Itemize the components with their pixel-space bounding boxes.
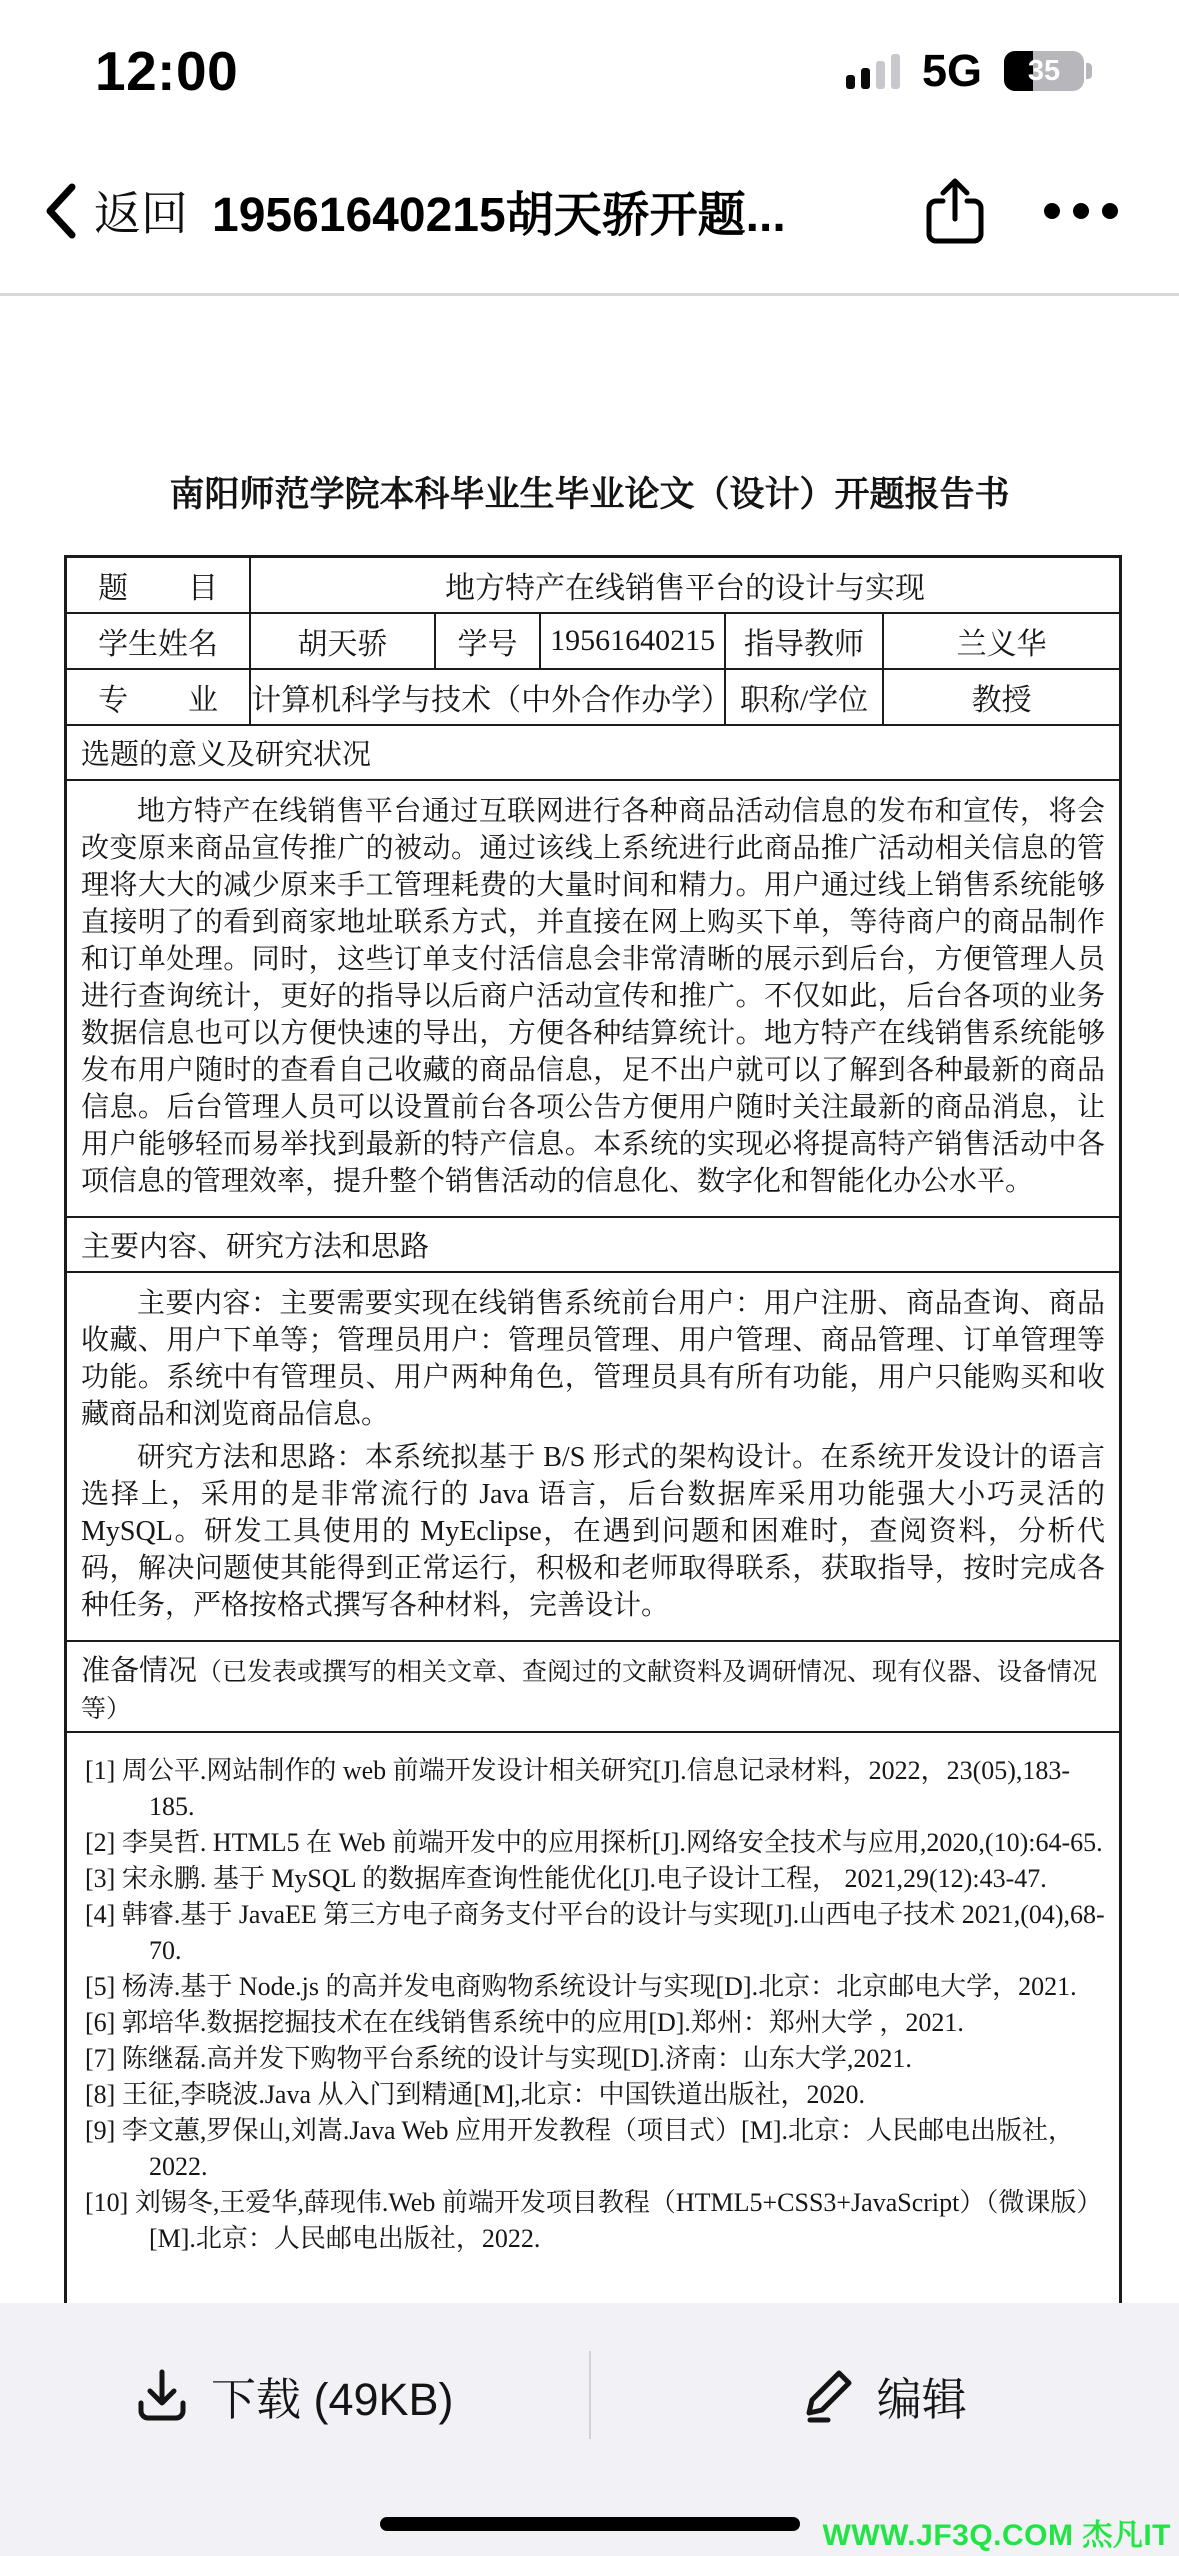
table-row-references [66,1732,1121,2307]
status-bar [0,0,1179,128]
reference-item: [7] 陈继磊.高并发下购物平台系统的设计与实现[D].济南：山东大学,2021. [85,2043,912,2073]
reference-item: [8] 王征,李晓波.Java 从入门到精通[M],北京：中国铁道出版社，2020. [85,2079,865,2109]
battery-icon [1004,51,1084,91]
reference-item: [4] 韩睿.基于 JavaEE 第三方电子商务支付平台的设计与实现[J].山西电子技术 2021,(04),68-70. [85,1899,1105,1965]
reference-item: [3] 宋永鹏. 基于 MySQL 的数据库查询性能优化[J].电子设计工程， 2021,29(12):43-47. [85,1863,1047,1893]
student-name-label: 学生姓名 [66,613,251,669]
references-list [66,1732,1121,2307]
title-degree-label: 职称/学位 [725,669,883,725]
table-row-section1-body [66,780,1121,1217]
student-id-label: 学号 [435,613,541,669]
share-button[interactable] [924,174,986,248]
back-button-label: 返回 [94,187,188,240]
reference-item: [9] 李文蕙,罗保山,刘嵩.Java Web 应用开发教程（项目式）[M].北京：人民邮电出版社，2022. [85,2115,1074,2181]
section3-heading [66,1641,1121,1732]
nav-document-title: 19561640215胡天骄开题... [212,189,786,242]
edit-button-label: 编辑 [876,2373,967,2425]
proposal-table [64,555,1122,2308]
nav-actions [924,174,1120,248]
table-row-section1-heading [66,725,1121,780]
section2-heading: 主要内容、研究方法和思路 [66,1217,1121,1272]
edit-pencil-icon [803,2367,855,2423]
document-heading: 南阳师范学院本科毕业生毕业论文（设计）开题报告书 [169,475,1010,514]
reference-item: [2] 李昊哲. HTML5 在 Web 前端开发中的应用探析[J].网络安全技术与应用,2020,(10):64-65. [85,1827,1103,1857]
battery-percentage: 35 [1027,54,1061,87]
table-row-major [66,669,1121,725]
cellular-signal-icon [846,53,900,89]
topic-label: 题 目 [66,557,251,613]
section1-heading: 选题的意义及研究状况 [66,725,1121,780]
major-label: 专 业 [66,669,251,725]
title-degree-value: 教授 [883,669,1120,725]
student-id-value: 19561640215 [540,613,725,669]
nav-bar [0,128,1179,296]
section2-body [66,1272,1121,1641]
major-value: 计算机科学与技术（中外合作办学） [250,669,725,725]
ellipsis-icon [1042,201,1120,221]
topic-value: 地方特产在线销售平台的设计与实现 [250,557,1120,613]
network-type-label: 5G [921,45,982,96]
section2-paragraph-1: 主要内容：主要需要实现在线销售系统前台用户：用户注册、商品查询、商品收藏、用户下单等；管理员用户：管理员管理、用户管理、商品管理、订单管理等功能。系统中有管理员、用户两种角色，管理员具有所有功能，用户只能购买和收藏商品和浏览商品信息。 [81,1287,1105,1430]
more-button[interactable] [1042,201,1120,221]
table-row-topic [66,557,1121,613]
back-button[interactable] [42,177,188,244]
download-icon [135,2367,189,2423]
share-icon [924,174,986,248]
advisor-label: 指导教师 [725,613,883,669]
student-name-value: 胡天骄 [250,613,435,669]
reference-item: [1] 周公平.网站制作的 web 前端开发设计相关研究[J].信息记录材料，2022，23(05),183-185. [85,1755,1071,1821]
section2-paragraph-2: 研究方法和思路：本系统拟基于 B/S 形式的架构设计。在系统开发设计的语言选择上，采用的是非常流行的 Java 语言，后台数据库采用功能强大小巧灵活的 MySQL。研发工具使用的 MyEclipse，在遇到问题和困难时，查阅资料，分析代码，解决问题使其能得到正常运行，积极和老师取得联系，获取指导，按时完成各种任务，严格按格式撰写各种材料，完善设计。 [81,1441,1105,1621]
section3-heading-note: （已发表或撰写的相关文章、查阅过的文献资料及调研情况、现有仪器、设备情况等） [81,1658,1098,1723]
download-button-label: 下载 (49KB) [210,2373,454,2425]
section1-paragraph: 地方特产在线销售平台通过互联网进行各种商品活动信息的发布和宣传，将会改变原来商品宣传推广的被动。通过该线上系统进行此商品推广活动相关信息的管理将大大的减少原来手工管理耗费的大量时间和精力。用户通过线上销售系统能够直接明了的看到商家地址联系方式，并直接在网上购买下单，等待商户的商品制作和订单处理。同时，这些订单支付活信息会非常清晰的展示到后台，方便管理人员进行查询统计，更好的指导以后商户活动宣传和推广。不仅如此，后台各项的业务数据信息也可以方便快速的导出，方便各种结算统计。地方特产在线销售系统能够发布用户随时的查看自己收藏的商品信息，足不出户就可以了解到各种最新的商品信息。后台管理人员可以设置前台各项公告方便用户随时关注最新的商品消息，让用户能够轻而易举找到最新的特产信息。本系统的实现必将提高特产销售活动中各项信息的管理效率，提升整个销售活动的信息化、数字化和智能化办公水平。 [81,795,1105,1197]
reference-item: [5] 杨涛.基于 Node.js 的高并发电商购物系统设计与实现[D].北京：北京邮电大学，2021. [85,1971,1077,2001]
section3-heading-main: 准备情况 [81,1654,198,1687]
advisor-value: 兰义华 [883,613,1120,669]
status-right-cluster [846,45,1084,97]
reference-item: [6] 郭培华.数据挖掘技术在在线销售系统中的应用[D].郑州：郑州大学 ，2021. [85,2007,964,2037]
edit-button[interactable] [591,2363,1179,2428]
status-time: 12:00 [95,40,239,102]
table-row-section3-heading [66,1641,1121,1732]
chevron-left-icon [42,182,78,240]
table-row-section2-body [66,1272,1121,1641]
section1-body [66,780,1121,1217]
home-indicator[interactable] [380,2517,800,2531]
reference-item: [10] 刘锡冬,王爱华,薛现伟.Web 前端开发项目教程（HTML5+CSS3+JavaScript）（微课版）[M].北京：人民邮电出版社，2022. [85,2187,1103,2253]
download-button[interactable] [0,2363,589,2428]
watermark-text: WWW.JF3Q.COM 杰凡IT [822,2519,1171,2552]
document-page [0,299,1179,2308]
table-row-section2-heading [66,1217,1121,1272]
table-row-student [66,613,1121,669]
battery-nub [1086,63,1092,79]
